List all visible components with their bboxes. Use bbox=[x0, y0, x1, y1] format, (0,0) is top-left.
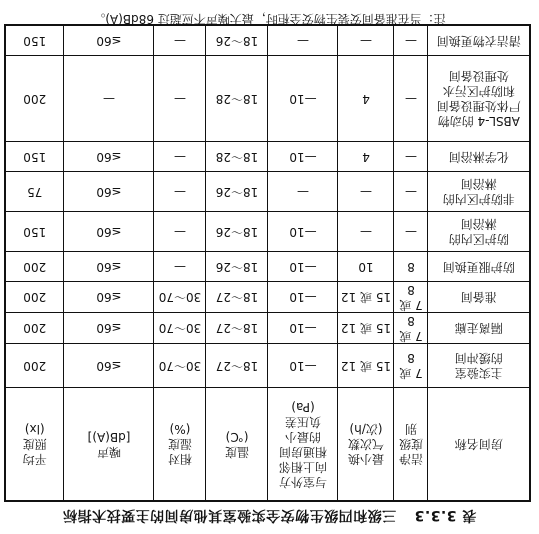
cell-noise: ≤60 bbox=[64, 212, 154, 252]
cell-noise: — bbox=[64, 56, 154, 142]
cell-min-air-changes: 15 或 12 bbox=[338, 282, 394, 313]
cell-noise: ≤60 bbox=[64, 172, 154, 212]
cell-temperature: 18～26 bbox=[206, 172, 268, 212]
technical-spec-table bbox=[4, 25, 531, 503]
cell-average-illuminance: 200 bbox=[5, 252, 64, 282]
cell-temperature: 18～28 bbox=[206, 56, 268, 142]
cell-noise: ≤60 bbox=[64, 252, 154, 282]
cell-room-name: ABSL-4 的动物 尸体处理设备间 和防护区污水 处理设备间 bbox=[428, 56, 530, 142]
cell-relative-humidity: — bbox=[154, 172, 206, 212]
cell-min-air-changes: 4 bbox=[338, 56, 394, 142]
table-title bbox=[0, 506, 539, 526]
table-number: 表 3.3.3 bbox=[414, 507, 477, 523]
cell-average-illuminance: 200 bbox=[5, 56, 64, 142]
cell-room-name: 准备间 bbox=[428, 282, 530, 313]
header-room-name: 房间名称 bbox=[428, 388, 530, 502]
cell-room-name: 防护服更换间 bbox=[428, 252, 530, 282]
cell-room-name: 化学淋浴间 bbox=[428, 142, 530, 172]
cell-average-illuminance: 150 bbox=[5, 212, 64, 252]
cell-cleanliness-class: — bbox=[394, 26, 428, 56]
cell-min-air-changes: — bbox=[338, 26, 394, 56]
cell-min-negative-pressure: —10 bbox=[268, 252, 338, 282]
cell-room-name: 清洁衣物更换间 bbox=[428, 26, 530, 56]
cell-min-negative-pressure: —10 bbox=[268, 344, 338, 388]
cell-room-name: 隔离走廊 bbox=[428, 313, 530, 344]
cell-relative-humidity: 30～70 bbox=[154, 344, 206, 388]
cell-temperature: 18～26 bbox=[206, 212, 268, 252]
cell-temperature: 18～26 bbox=[206, 26, 268, 56]
table-row bbox=[5, 172, 530, 212]
table-row bbox=[5, 142, 530, 172]
cell-min-negative-pressure: — bbox=[268, 172, 338, 212]
cell-average-illuminance: 75 bbox=[5, 172, 64, 212]
cell-noise: ≤60 bbox=[64, 142, 154, 172]
cell-cleanliness-class: — bbox=[394, 142, 428, 172]
cell-temperature: 18～27 bbox=[206, 282, 268, 313]
cell-average-illuminance: 200 bbox=[5, 313, 64, 344]
cell-cleanliness-class: — bbox=[394, 172, 428, 212]
cell-cleanliness-class: 7 或 8 bbox=[394, 344, 428, 388]
table-row bbox=[5, 212, 530, 252]
cell-min-negative-pressure: —10 bbox=[268, 282, 338, 313]
table-row bbox=[5, 344, 530, 388]
cell-temperature: 18～28 bbox=[206, 142, 268, 172]
table-title-text: 三级和四级生物安全实验室其他房间的主要技术指标 bbox=[62, 507, 397, 523]
cell-relative-humidity: — bbox=[154, 212, 206, 252]
table-row bbox=[5, 313, 530, 344]
cell-temperature: 18～27 bbox=[206, 344, 268, 388]
cell-room-name: 非防护区内的 淋浴间 bbox=[428, 172, 530, 212]
cell-average-illuminance: 150 bbox=[5, 26, 64, 56]
cell-average-illuminance: 200 bbox=[5, 282, 64, 313]
cell-cleanliness-class: — bbox=[394, 56, 428, 142]
table-note: 注：当在准备间安装生物安全柜时，最大噪声不应超过 68dB(A)。 bbox=[93, 12, 446, 26]
cell-relative-humidity: — bbox=[154, 252, 206, 282]
cell-min-air-changes: 15 或 12 bbox=[338, 313, 394, 344]
cell-min-negative-pressure: —10 bbox=[268, 313, 338, 344]
cell-min-air-changes: — bbox=[338, 212, 394, 252]
header-temperature: 温度 (℃) bbox=[206, 388, 268, 502]
header-noise: 噪声 [dB(A)] bbox=[64, 388, 154, 502]
cell-temperature: 18～27 bbox=[206, 313, 268, 344]
cell-min-air-changes: 4 bbox=[338, 142, 394, 172]
cell-min-air-changes: — bbox=[338, 172, 394, 212]
cell-average-illuminance: 150 bbox=[5, 142, 64, 172]
table-header-row bbox=[5, 388, 530, 502]
cell-min-negative-pressure: —10 bbox=[268, 212, 338, 252]
table-row bbox=[5, 26, 530, 56]
cell-min-negative-pressure: —10 bbox=[268, 142, 338, 172]
cell-relative-humidity: — bbox=[154, 56, 206, 142]
cell-relative-humidity: 30～70 bbox=[154, 282, 206, 313]
cell-noise: ≤60 bbox=[64, 313, 154, 344]
cell-room-name: 主实验室 的缓冲间 bbox=[428, 344, 530, 388]
cell-cleanliness-class: 8 bbox=[394, 252, 428, 282]
header-relative-humidity: 相对 湿度 (%) bbox=[154, 388, 206, 502]
header-average-illuminance: 平均 照度 (lx) bbox=[5, 388, 64, 502]
table-row bbox=[5, 56, 530, 142]
cell-noise: ≤60 bbox=[64, 282, 154, 313]
table-row bbox=[5, 282, 530, 313]
cell-min-negative-pressure: —10 bbox=[268, 56, 338, 142]
cell-cleanliness-class: 7 或 8 bbox=[394, 313, 428, 344]
cell-min-negative-pressure: — bbox=[268, 26, 338, 56]
cell-cleanliness-class: 7 或 8 bbox=[394, 282, 428, 313]
cell-min-air-changes: 10 bbox=[338, 252, 394, 282]
cell-relative-humidity: 30～70 bbox=[154, 313, 206, 344]
cell-average-illuminance: 200 bbox=[5, 344, 64, 388]
cell-room-name: 防护区内的 淋浴间 bbox=[428, 212, 530, 252]
header-min-air-changes: 最小换 气次数 (次/h) bbox=[338, 388, 394, 502]
header-min-negative-pressure: 与室外方 向上相邻 相通房间 的最小 负压差 (Pa) bbox=[268, 388, 338, 502]
table-row bbox=[5, 252, 530, 282]
cell-relative-humidity: — bbox=[154, 142, 206, 172]
cell-noise: ≤60 bbox=[64, 26, 154, 56]
cell-cleanliness-class: — bbox=[394, 212, 428, 252]
header-cleanliness-class: 洁净 度级 别 bbox=[394, 388, 428, 502]
cell-min-air-changes: 15 或 12 bbox=[338, 344, 394, 388]
cell-noise: ≤60 bbox=[64, 344, 154, 388]
cell-temperature: 18～26 bbox=[206, 252, 268, 282]
cell-relative-humidity: — bbox=[154, 26, 206, 56]
table-body bbox=[5, 26, 530, 388]
